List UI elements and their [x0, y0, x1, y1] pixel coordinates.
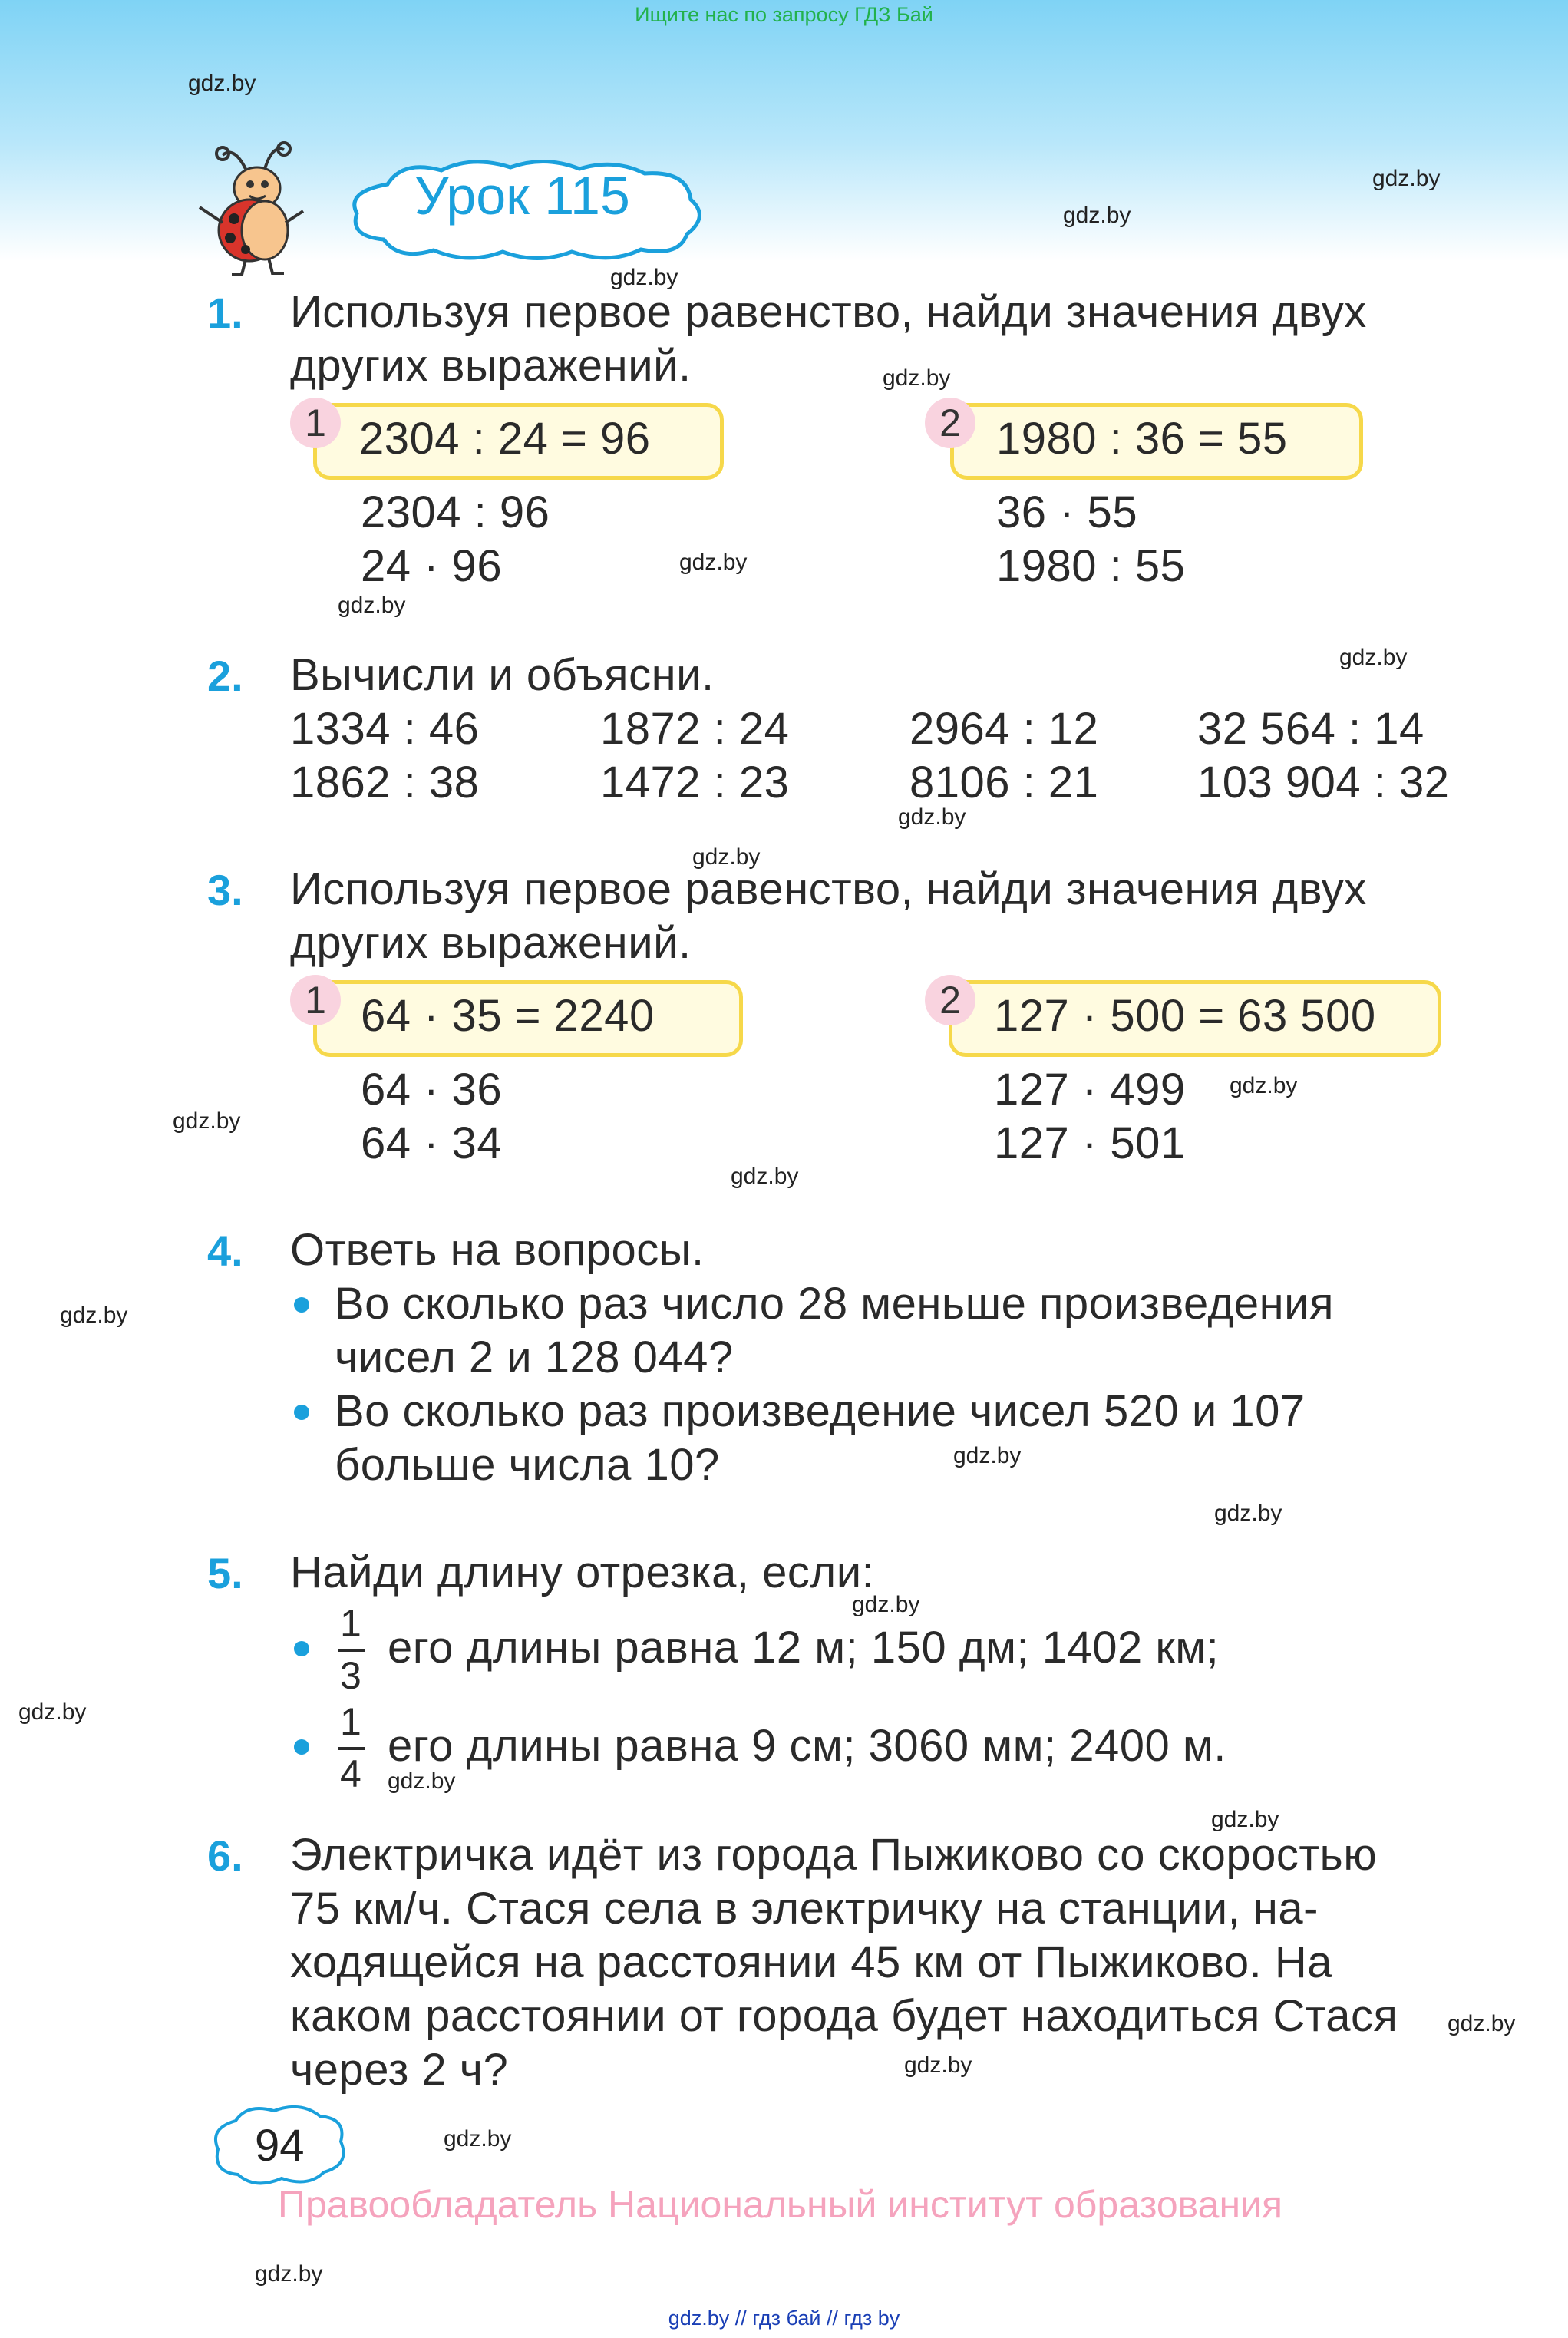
watermark: gdz.by [188, 71, 256, 96]
task-number: 5. [207, 1549, 243, 1597]
watermark: gdz.by [904, 2052, 972, 2078]
expression: 2304 : 96 [361, 487, 550, 537]
expression: 2964 : 12 [909, 704, 1099, 754]
watermark: gdz.by [388, 1768, 456, 1794]
bullet-icon [294, 1739, 309, 1755]
task-text: 75 км/ч. Стася села в электричку на станции, на- [290, 1884, 1319, 1933]
expression: 127 · 499 [994, 1065, 1186, 1115]
task-text: Вычисли и объясни. [290, 650, 715, 700]
expression: 24 · 96 [361, 541, 503, 591]
watermark: gdz.by [610, 265, 678, 290]
equation: 2304 : 24 = 96 [359, 414, 651, 464]
task-text: Используя первое равенство, найди значения двух [290, 287, 1367, 337]
task-text: ходящейся на расстоянии 45 км от Пыжиково. На [290, 1937, 1333, 1987]
fraction-numerator: 1 [340, 1602, 361, 1645]
fraction-bar [338, 1649, 365, 1652]
bullet-icon [294, 1405, 309, 1420]
expression: 1862 : 38 [290, 758, 480, 807]
expression: 127 · 501 [994, 1118, 1186, 1168]
task-number: 3. [207, 866, 243, 914]
fraction-denominator: 4 [340, 1752, 361, 1795]
bullet-icon [294, 1641, 309, 1656]
lesson-title: Урок 115 [414, 166, 630, 226]
task-text: Используя первое равенство, найди значения двух [290, 864, 1367, 914]
watermark: gdz.by [953, 1443, 1022, 1468]
task-text: Электричка идёт из города Пыжиково со скоростью [290, 1830, 1378, 1880]
ladybug-icon [192, 138, 307, 280]
expression: 103 904 : 32 [1197, 758, 1450, 807]
expression: 1980 : 55 [996, 541, 1186, 591]
watermark: gdz.by [255, 2261, 323, 2287]
item-text: его длины равна 9 см; 3060 мм; 2400 м. [388, 1721, 1226, 1771]
badge: 2 [925, 975, 975, 1025]
expression: 1472 : 23 [600, 758, 790, 807]
task-text: Ответь на вопросы. [290, 1225, 705, 1275]
task-text: других выражений. [290, 341, 692, 391]
expression: 1334 : 46 [290, 704, 480, 754]
watermark: gdz.by [18, 1699, 87, 1725]
fraction-bar [338, 1747, 365, 1750]
badge: 1 [290, 975, 341, 1025]
task-number: 6. [207, 1831, 243, 1880]
copyright-text: Правообладатель Национальный институт образования [278, 2183, 1283, 2226]
page-number: 94 [255, 2121, 305, 2171]
task-number: 1. [207, 289, 243, 337]
watermark: gdz.by [1214, 1501, 1282, 1526]
expression: 36 · 55 [996, 487, 1138, 537]
watermark: gdz.by [898, 804, 966, 830]
expression: 8106 : 21 [909, 758, 1099, 807]
watermark: gdz.by [1372, 166, 1441, 191]
task-number: 4. [207, 1227, 243, 1275]
watermark: gdz.by [338, 593, 406, 618]
task-text: каком расстоянии от города будет находиться Стася [290, 1991, 1398, 2041]
bullet-icon [294, 1297, 309, 1313]
watermark: gdz.by [1339, 645, 1408, 670]
top-banner[interactable]: Ищите нас по запросу ГДЗ Бай [635, 3, 933, 26]
question-text: больше числа 10? [335, 1440, 720, 1490]
watermark: gdz.by [1211, 1807, 1279, 1832]
task-text: Найди длину отрезка, если: [290, 1547, 875, 1597]
watermark: gdz.by [731, 1164, 799, 1189]
fraction-denominator: 3 [340, 1654, 361, 1697]
watermark: gdz.by [1230, 1073, 1298, 1098]
task-text: через 2 ч? [290, 2045, 509, 2095]
item-text: его длины равна 12 м; 150 дм; 1402 км; [388, 1623, 1220, 1673]
question-text: Во сколько раз число 28 меньше произведения [335, 1279, 1334, 1329]
watermark: gdz.by [692, 844, 761, 870]
question-text: Во сколько раз произведение чисел 520 и 107 [335, 1386, 1306, 1436]
watermark: gdz.by [444, 2126, 512, 2151]
watermark: gdz.by [60, 1303, 128, 1328]
equation: 64 · 35 = 2240 [361, 991, 655, 1041]
footer-links[interactable]: gdz.by // гдз бай // гдз by [668, 2307, 900, 2330]
fraction-numerator: 1 [340, 1700, 361, 1743]
watermark: gdz.by [1448, 2011, 1516, 2036]
task-number: 2. [207, 652, 243, 700]
expression: 1872 : 24 [600, 704, 790, 754]
watermark: gdz.by [679, 550, 748, 575]
watermark: gdz.by [852, 1592, 920, 1617]
watermark: gdz.by [1063, 203, 1131, 228]
task-text: других выражений. [290, 918, 692, 968]
expression: 64 · 36 [361, 1065, 503, 1115]
badge: 2 [925, 398, 975, 448]
watermark: gdz.by [173, 1108, 241, 1134]
equation: 1980 : 36 = 55 [996, 414, 1288, 464]
question-text: чисел 2 и 128 044? [335, 1332, 734, 1382]
equation: 127 · 500 = 63 500 [994, 991, 1376, 1041]
expression: 64 · 34 [361, 1118, 503, 1168]
expression: 32 564 : 14 [1197, 704, 1424, 754]
badge: 1 [290, 398, 341, 448]
watermark: gdz.by [883, 365, 951, 391]
